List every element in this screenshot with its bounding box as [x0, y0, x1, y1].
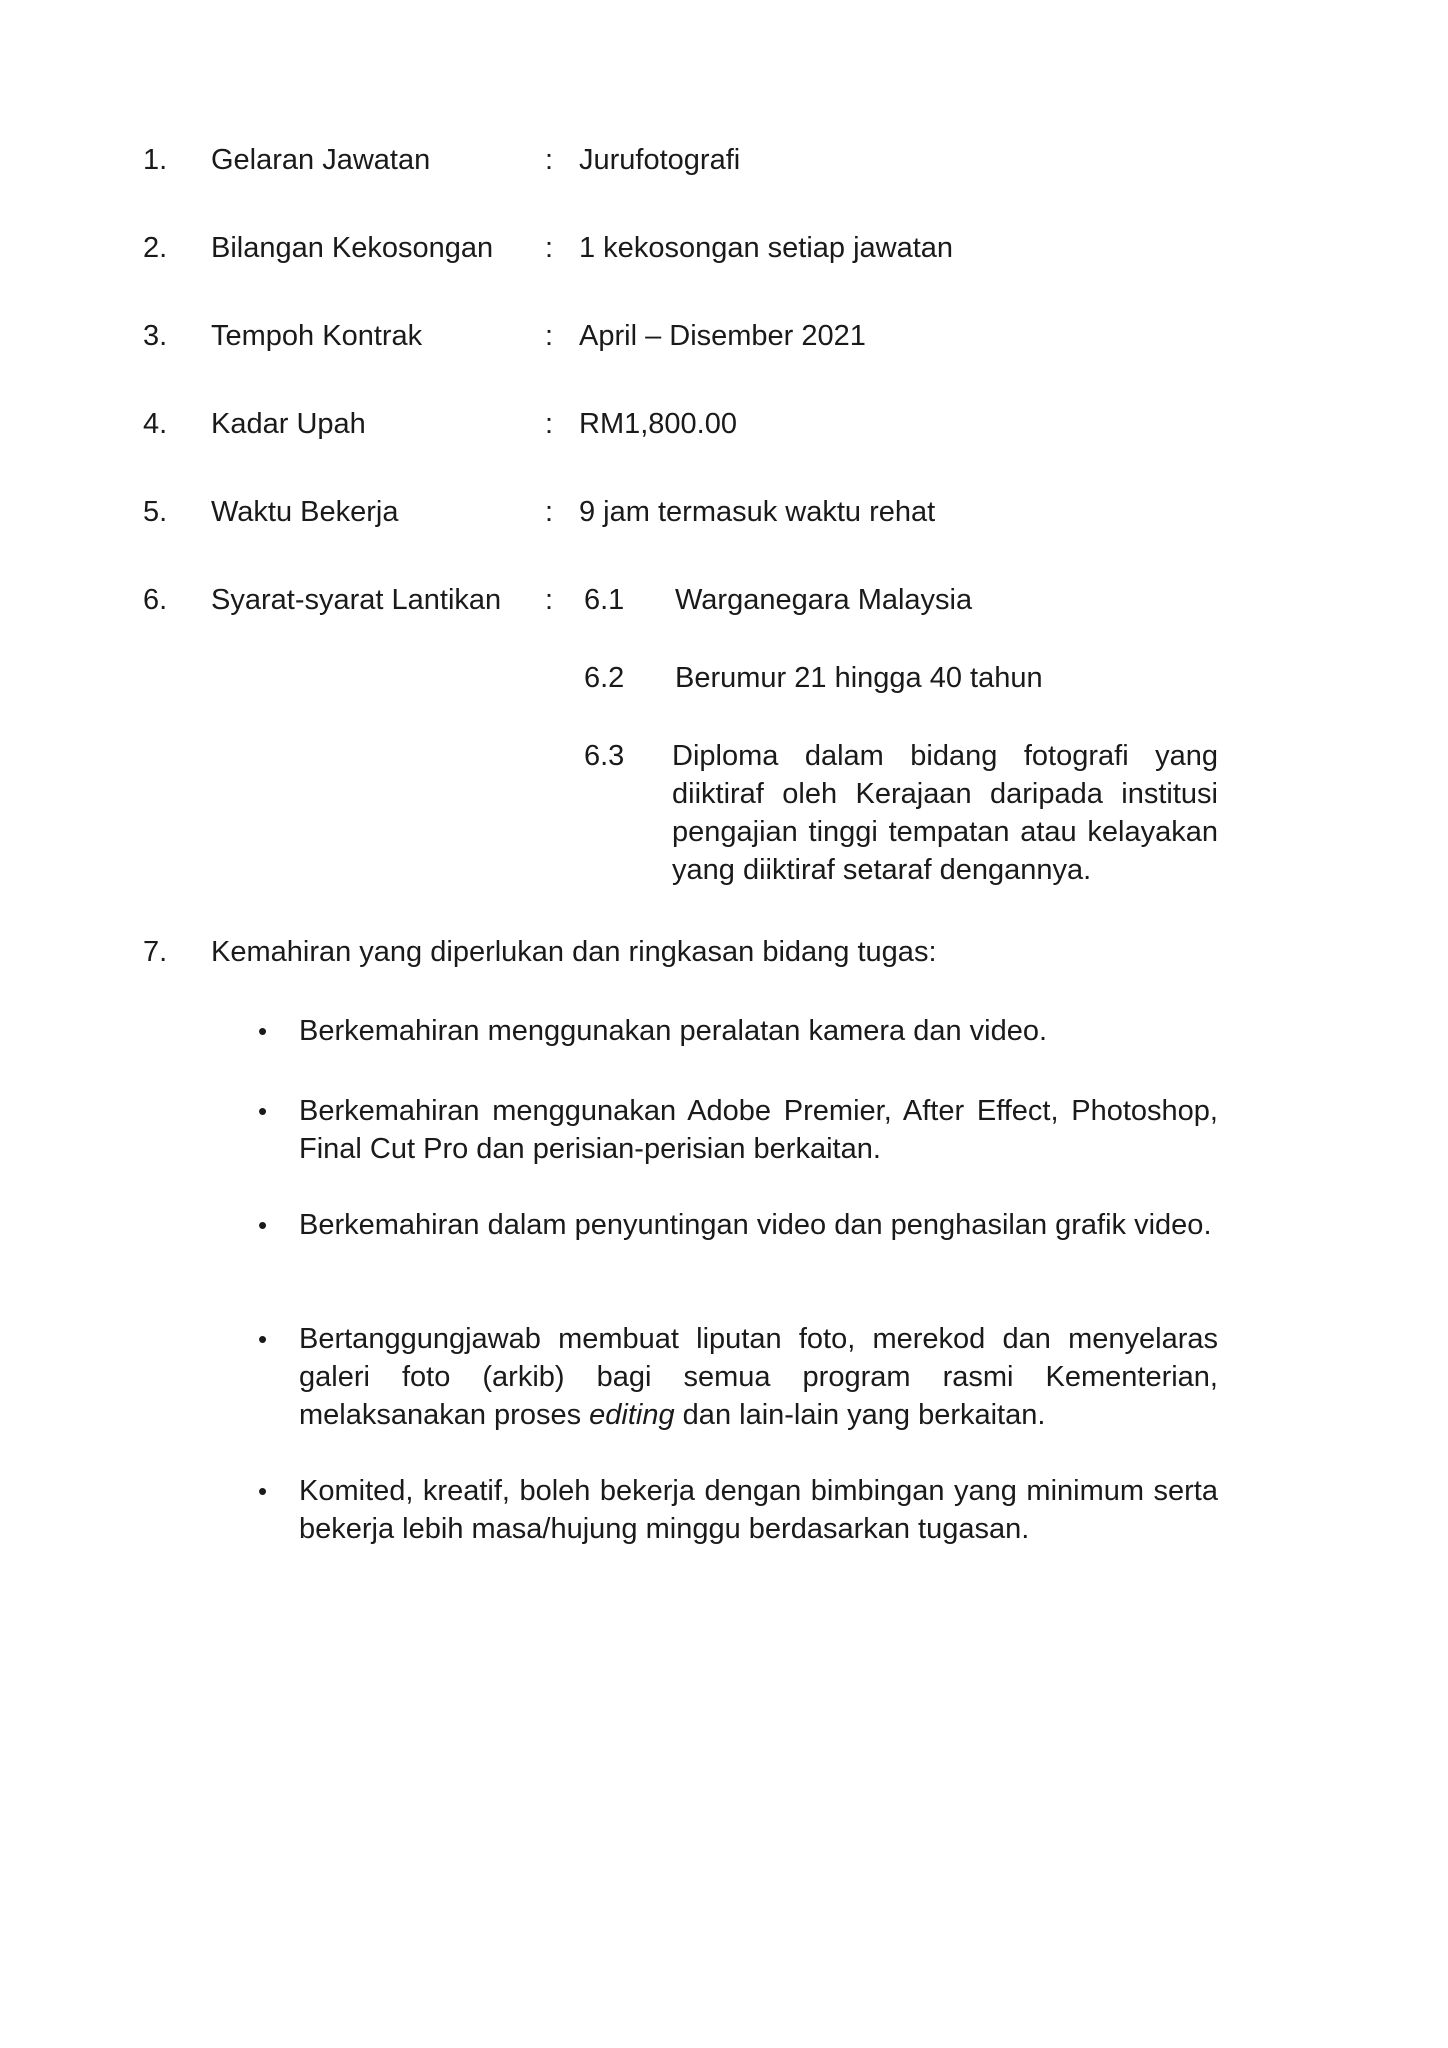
- item-value: Jurufotografi: [579, 144, 741, 176]
- item-label: Bilangan Kekosongan: [211, 232, 494, 264]
- bullet-text-emphasis: editing: [589, 1399, 675, 1431]
- bullet-icon: •: [258, 1096, 268, 1126]
- item-label: Tempoh Kontrak: [211, 320, 423, 352]
- bullet-icon: •: [258, 1016, 268, 1046]
- item-colon: :: [545, 496, 554, 528]
- item-value: April – Disember 2021: [579, 320, 866, 352]
- item-label: Kadar Upah: [211, 408, 366, 440]
- bullet-text: Berkemahiran dalam penyuntingan video dan penghasilan grafik video.: [299, 1209, 1212, 1241]
- subitem-text: Warganegara Malaysia: [675, 584, 973, 616]
- subitem-number: 6.1: [584, 584, 625, 616]
- item-value: 9 jam termasuk waktu rehat: [579, 496, 936, 528]
- item-number: 6.: [143, 584, 168, 616]
- item-label: Waktu Bekerja: [211, 496, 399, 528]
- item-number: 2.: [143, 232, 168, 264]
- item-colon: :: [545, 232, 554, 264]
- bullet-icon: •: [258, 1210, 268, 1240]
- item-number: 5.: [143, 496, 168, 528]
- subitem-number: 6.3: [584, 740, 625, 772]
- subitem-paragraph: Diploma dalam bidang fotografi yang diiktiraf oleh Kerajaan daripada institusi pengajian tinggi tempatan atau kelayakan yang diiktiraf setaraf dengannya.: [672, 740, 1218, 886]
- item-number: 3.: [143, 320, 168, 352]
- section-heading: Kemahiran yang diperlukan dan ringkasan bidang tugas:: [211, 936, 937, 968]
- item-value: RM1,800.00: [579, 408, 737, 440]
- item-value: 1 kekosongan setiap jawatan: [579, 232, 954, 264]
- item-label: Syarat-syarat Lantikan: [211, 584, 502, 616]
- bullet-text: Berkemahiran menggunakan Adobe Premier, After Effect, Photoshop, Final Cut Pro dan perisian-perisian berkaitan.: [299, 1095, 1218, 1165]
- item-colon: :: [545, 584, 554, 616]
- subitem-number: 6.2: [584, 662, 625, 694]
- subitem-text: Berumur 21 hingga 40 tahun: [675, 662, 1043, 694]
- item-number: 7.: [143, 936, 168, 968]
- bullet-text: [299, 1320, 1218, 1434]
- bullet-icon: •: [258, 1324, 268, 1354]
- item-colon: :: [545, 408, 554, 440]
- bullet-text-part: Bertanggungjawab membuat liputan foto, merekod dan menyelaras galeri foto (arkib) bagi semua program rasmi Kementerian, melaksanakan proses: [299, 1323, 1218, 1431]
- bullet-text: Berkemahiran menggunakan peralatan kamera dan video.: [299, 1015, 1048, 1047]
- bullet-text-part: dan lain-lain yang berkaitan.: [674, 1399, 1046, 1431]
- item-label: Gelaran Jawatan: [211, 144, 431, 176]
- item-number: 4.: [143, 408, 168, 440]
- bullet-icon: •: [258, 1476, 268, 1506]
- item-number: 1.: [143, 144, 168, 176]
- item-colon: :: [545, 144, 554, 176]
- item-colon: :: [545, 320, 554, 352]
- bullet-text: Komited, kreatif, boleh bekerja dengan bimbingan yang minimum serta bekerja lebih masa/hujung minggu berdasarkan tugasan.: [299, 1475, 1218, 1545]
